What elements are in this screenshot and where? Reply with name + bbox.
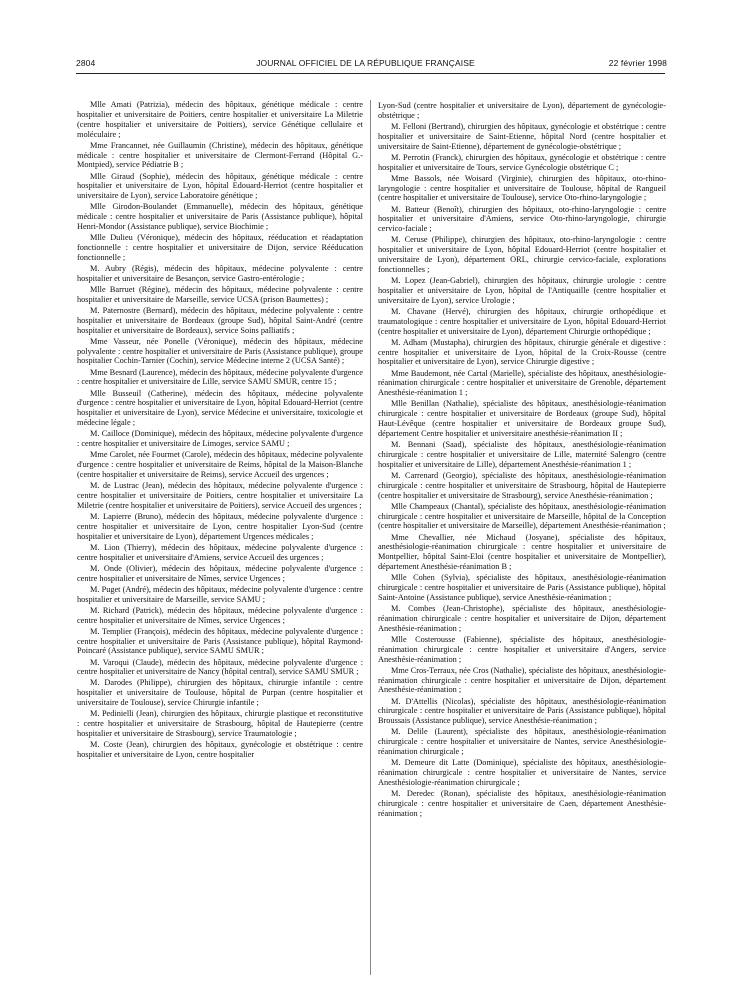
appointment-entry: M. Ceruse (Philippe), chirurgien des hôpitaux, oto-rhino-laryngologie : centre hospitalier et universitaire de Lyon, hôpital Edouard-Herriot (centre hospitalier et universitaire de Lyon), département ORL, chirurgie cervico-faciale, explorations fonctionnelles ; — [378, 235, 666, 274]
appointment-entry: Mme Vasseur, née Ponelle (Véronique), médecin des hôpitaux, médecine polyvalente : centre hospitalier et universitaire de Paris (Assistance publique), groupe hospitalier Cochin-Tarnier (Cochin), service Médecine interne 2 (UCSA Santé) ; — [77, 336, 363, 366]
appointment-entry: M. Lopez (Jean-Gabriel), chirurgien des hôpitaux, chirurgie urologie : centre hospitalier et universitaire de Lyon, hôpital de l'Antiquaille (centre hospitalier et universitaire de Lyon), service Urologie ; — [378, 276, 666, 305]
appointment-entry: Mlle Cohen (Sylvia), spécialiste des hôpitaux, anesthésiologie-réanimation chirurgicale : centre hospitalier et universitaire de Paris (Assistance publique), hôpital Saint-Antoine (Assistance publique), service Anesthésie-réanimation ; — [378, 573, 666, 602]
appointment-entry: M. Lapierre (Bruno), médecin des hôpitaux, médecine polyvalente d'urgence : centre hospitalier et universitaire de Lyon, centre hospitalier Lyon-Sud (centre hospitalier et universitaire de Lyon), département Urgences médicales ; — [77, 511, 363, 541]
appointment-entry: M. Richard (Patrick), médecin des hôpitaux, médecine polyvalente d'urgence : centre hospitalier et universitaire de Nîmes, service Urgences ; — [77, 605, 363, 625]
appointment-entry: M. Deredec (Ronan), spécialiste des hôpitaux, anesthésiologie-réanimation chirurgicale : centre hospitalier et universitaire de Caen, département Anesthésie-réanimation ; — [378, 789, 666, 818]
appointment-entry: Mme Bassols, née Woisard (Virginie), chirurgien des hôpitaux, oto-rhino-laryngologie : centre hospitalier et universitaire de Toulouse, hôpital de Rangueil (centre hospitalier et universitaire de Toulouse), service Oto-rhino-laryngologie ; — [378, 173, 666, 203]
appointment-entry: Mlle Barruet (Régine), médecin des hôpitaux, médecine polyvalente : centre hospitalier et universitaire de Marseille, service UCSA (prison Baumettes) ; — [77, 284, 363, 304]
appointment-entry: M. Adham (Mustapha), chirurgien des hôpitaux, chirurgie générale et digestive : centre hospitalier et universitaire de Lyon, hôpital de la Croix-Rousse (centre hospitalier et universitaire de Lyon), service Chirurgie digestive ; — [378, 337, 666, 367]
appointment-entry: M. Darodes (Philippe), chirurgien des hôpitaux, chirurgie infantile : centre hospitalier et universitaire de Toulouse, hôpital de Purpan (centre hospitalier et universitaire de Toulouse), service Chirurgie infantile ; — [77, 678, 363, 708]
appointment-entry: Mlle Busseuil (Catherine), médecin des hôpitaux, médecine polyvalente d'urgence : centre hospitalier et universitaire de Lyon, hôpital Edouard-Herriot (centre hospitalier et universitaire de Lyon), service Médecine et universitaire, toxicologie et médecine légale ; — [77, 388, 363, 428]
appointment-entry: M. Templier (François), médecin des hôpitaux, médecine polyvalente d'urgence : centre hospitalier et universitaire de Paris (Assistance publique), hôpital Raymond-Poincaré (Assistance publique), service SAMU SMUR ; — [77, 626, 363, 656]
appointment-entry: Mlle Champeaux (Chantal), spécialiste des hôpitaux, anesthésiologie-réanimation chirurgicale : centre hospitalier et universitaire de Marseille, hôpital de la Conception (centre hospitalier et universitaire de Marseille), département Anesthésie-réanimation ; — [378, 501, 666, 531]
appointment-entry: M. Lion (Thierry), médecin des hôpitaux, médecine polyvalente d'urgence : centre hospitalier et universitaire d'Amiens, service Accueil des urgences ; — [77, 542, 363, 562]
appointment-entry: Mlle Costerousse (Fabienne), spécialiste des hôpitaux, anesthésiologie-réanimation chirurgicale : centre hospitalier et universitaire d'Angers, service Anesthésie-réanimation ; — [378, 634, 666, 664]
appointment-entry: M. Carrenard (Georgio), spécialiste des hôpitaux, anesthésiologie-réanimation chirurgicale : centre hospitalier et universitaire de Strasbourg, hôpital de Hautepierre (centre hospitalier et universitaire de Strasbourg), service Anesthésie-réanimation ; — [378, 470, 666, 500]
journal-title: JOURNAL OFFICIEL DE LA RÉPUBLIQUE FRANÇAISE — [256, 58, 475, 68]
appointment-entry: M. Puget (André), médecin des hôpitaux, médecine polyvalente d'urgence : centre hospitalier et universitaire de Marseille, service SAMU ; — [77, 584, 363, 604]
appointment-entry: M. Batteur (Benoît), chirurgien des hôpitaux, oto-rhino-laryngologie : centre hospitalier et universitaire d'Amiens, service Oto-rhino-laryngologie, chirurgie cervico-faciale ; — [378, 204, 666, 234]
appointment-entry: Mlle Girodon-Boulandet (Emmanuelle), médecin des hôpitaux, génétique médicale : centre hospitalier et universitaire de Paris (Assistance publique), hôpital Henri-Mondor (Assistance publique), service Biochimie ; — [77, 202, 363, 232]
column-divider — [370, 100, 371, 975]
appointment-entry: Mlle Dulieu (Véronique), médecin des hôpitaux, rééducation et réadaptation fonctionnelle : centre hospitalier et universitaire de Dijon, service Rééducation fonctionnelle ; — [77, 233, 363, 262]
appointment-entry: M. Delile (Laurent), spécialiste des hôpitaux, anesthésiologie-réanimation chirurgicale : centre hospitalier et universitaire de Nantes, service Anesthésiologie-réanimation chirurgicale ; — [378, 727, 666, 757]
right-column — [378, 101, 666, 973]
appointment-entry: M. Coste (Jean), chirurgien des hôpitaux, gynécologie et obstétrique : centre hospitalier et universitaire de Lyon, centre hospitalier — [77, 740, 363, 759]
appointment-entry: M. Demeure dit Latte (Dominique), spécialiste des hôpitaux, anesthésiologie-réanimation chirurgicale : centre hospitalier et universitaire de Nantes, service Anesthésiologie-réanimation chirurgicale ; — [378, 758, 666, 787]
appointment-entry: Lyon-Sud (centre hospitalier et universitaire de Lyon), département de gynécologie-obstétrique ; — [378, 101, 666, 120]
page-number: 2804 — [76, 58, 96, 68]
appointment-entry: M. Combes (Jean-Christophe), spécialiste des hôpitaux, anesthésiologie-réanimation chirurgicale : centre hospitalier et universitaire de Dijon, département Anesthésie-réanimation ; — [378, 604, 666, 633]
appointment-entry: M. Onde (Olivier), médecin des hôpitaux, médecine polyvalente d'urgence : centre hospitalier et universitaire de Nîmes, service Urgences ; — [77, 563, 363, 583]
appointment-entry: Mme Francannet, née Guillaumin (Christine), médecin des hôpitaux, génétique médicale : centre hospitalier et universitaire de Clermont-Ferrand (Hôpital G.-Montpied), service Pédiatrie B ; — [77, 140, 363, 170]
appointment-entry: Mme Baudemont, née Cartal (Marielle), spécialiste des hôpitaux, anesthésiologie-réanimation chirurgicale : centre hospitalier et universitaire de Grenoble, département Anesthésie-réanimation 1 ; — [378, 368, 666, 398]
appointment-entry: Mme Carolet, née Fourmet (Carole), médecin des hôpitaux, médecine polyvalente d'urgence : centre hospitalier et universitaire de Reims, hôpital de la Maison-Blanche (centre hospitalier et universitaire de Reims), service Accueil des urgences ; — [77, 450, 363, 479]
issue-date: 22 février 1998 — [608, 58, 667, 68]
header-rule — [76, 73, 665, 74]
appointment-entry: M. de Lustrac (Jean), médecin des hôpitaux, médecine polyvalente d'urgence : centre hospitalier et universitaire de Poitiers, centre hospitalier et universitaire La Miletrie (centre hospitalier et universitaire de Poitiers), service Accueil des urgences ; — [77, 481, 363, 510]
appointment-entry: M. Aubry (Régis), médecin des hôpitaux, médecine polyvalente : centre hospitalier et universitaire de Besançon, service Gastro-entérologie ; — [77, 263, 363, 283]
appointment-entry: Mlle Benillan (Nathalie), spécialiste des hôpitaux, anesthésiologie-réanimation chirurgicale : centre hospitalier et universitaire de Bordeaux (groupe Sud), hôpital Haut-Lévêque (centre hospitalier et universitaire de Bordeaux groupe Sud), département Centre hospitalier et universitaire anesthésie-réanimation II ; — [378, 399, 666, 438]
appointment-entry: M. Paternostre (Bernard), médecin des hôpitaux, médecine polyvalente : centre hospitalier et universitaire de Bordeaux (groupe Sud), hôpital Saint-André (centre hospitalier et universitaire de Bordeaux), service Soins palliatifs ; — [77, 305, 363, 335]
left-column — [77, 100, 363, 972]
appointment-entry: M. D'Attellis (Nicolas), spécialiste des hôpitaux, anesthésiologie-réanimation chirurgicale : centre hospitalier et universitaire de Paris (Assistance publique), hôpital Broussais (Assistance publique), service Anesthésie-réanimation ; — [378, 696, 666, 726]
appointment-entry: M. Pedinielli (Jean), chirurgien des hôpitaux, chirurgie plastique et reconstitutive : centre hospitalier et universitaire de Strasbourg, hôpital de Hautepierre (centre hospitalier et universitaire de Strasbourg), service Traumatologie ; — [77, 709, 363, 738]
appointment-entry: M. Felloni (Bertrand), chirurgien des hôpitaux, gynécologie et obstétrique : centre hospitalier et universitaire de Saint-Etienne, hôpital Nord (centre hospitalier et universitaire de Saint-Etienne), département de gynécologie-obstétrique ; — [378, 121, 666, 151]
appointment-entry: Mme Chevallier, née Michaud (Josyane), spécialiste des hôpitaux, anesthésiologie-réanimation chirurgicale : centre hospitalier et universitaire de Montpellier, hôpital Saint-Eloi (centre hospitalier et universitaire de Montpellier), département Anesthésie-réanimation B ; — [378, 532, 666, 572]
appointment-entry: M. Cailloce (Dominique), médecin des hôpitaux, médecine polyvalente d'urgence : centre hospitalier et universitaire de Limoges, service SAMU ; — [77, 429, 363, 449]
appointment-entry: M. Perrotin (Franck), chirurgien des hôpitaux, gynécologie et obstétrique : centre hospitalier et universitaire de Tours, service Gynécologie obstétrique C ; — [378, 152, 666, 172]
appointment-entry: M. Varoqui (Claude), médecin des hôpitaux, médecine polyvalente d'urgence : centre hospitalier et universitaire de Nancy (hôpital central), service SAMU SMUR ; — [77, 657, 363, 677]
appointment-entry: Mme Besnard (Laurence), médecin des hôpitaux, médecine polyvalente d'urgence : centre hospitalier et universitaire de Lille, service SAMU SMUR, centre 15 ; — [77, 367, 363, 387]
appointment-entry: Mlle Giraud (Sophie), médecin des hôpitaux, génétique médicale : centre hospitalier et universitaire de Lyon, hôpital Edouard-Herriot (centre hospitalier et universitaire de Lyon), service Laboratoire génétique ; — [77, 171, 363, 201]
appointment-entry: M. Chavane (Hervé), chirurgien des hôpitaux, chirurgie orthopédique et traumatologique : centre hospitalier et universitaire de Lyon, hôpital Edouard-Herriot (centre hospitalier et universitaire de Lyon), département Chirurgie orthopédique ; — [378, 306, 666, 336]
appointment-entry: Mme Cros-Terraux, née Cros (Nathalie), spécialiste des hôpitaux, anesthésiologie-réanimation chirurgicale : centre hospitalier et universitaire de Dijon, département Anesthésie-réanimation ; — [378, 665, 666, 695]
appointment-entry: Mlle Amati (Patrizia), médecin des hôpitaux, génétique médicale : centre hospitalier et universitaire de Poitiers, centre hospitalier et universitaire La Miletrie (centre hospitalier et universitaire de Poitiers), service Génétique cellulaire et moléculaire ; — [77, 100, 363, 139]
appointment-entry: M. Bennani (Saad), spécialiste des hôpitaux, anesthésiologie-réanimation chirurgicale : centre hospitalier et universitaire de Lille, maternité Salengro (centre hospitalier et universitaire de Lille), département Anesthésie-réanimation 1 ; — [378, 440, 666, 469]
